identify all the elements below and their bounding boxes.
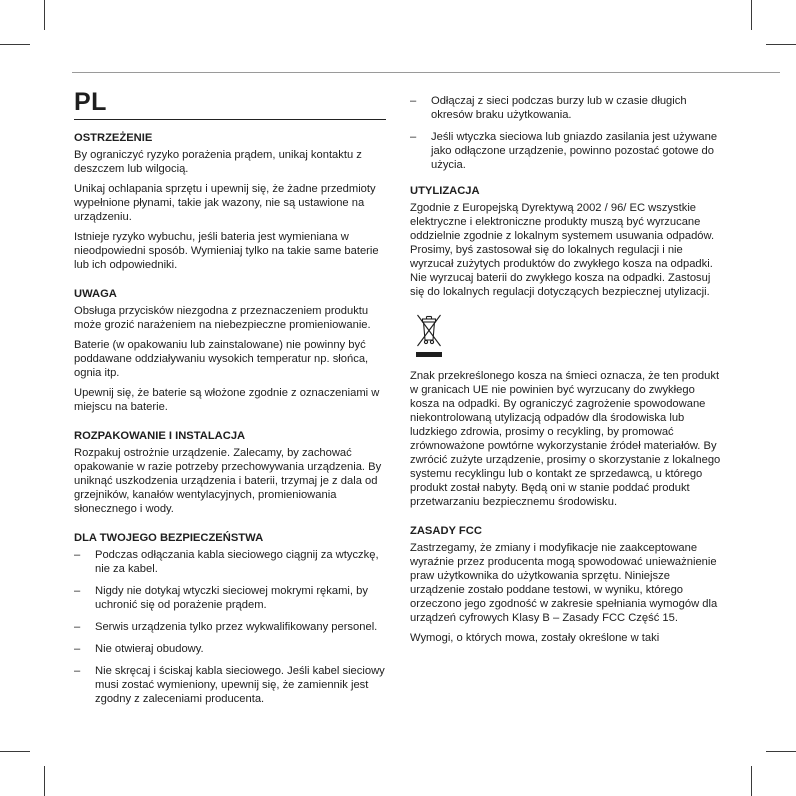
crossed-out-bin-icon (416, 313, 442, 359)
list-item-text: Serwis urządzenia tylko przez wykwalifikowany personel. (95, 621, 378, 633)
list-item-text: Nigdy nie dotykaj wtyczki sieciowej mokrymi rękami, by uchronić się od porażenie prądem. (95, 585, 368, 611)
list-item (74, 642, 386, 656)
crop-mark (751, 0, 752, 30)
language-rule (74, 119, 386, 120)
unpacking-section (74, 429, 386, 516)
warning-paragraph: Istnieje ryzyko wybuchu, jeśli bateria jest wymieniana w nieodpowiedni sposób. Wymieniaj tylko na takie same baterie lub ich odpowiedniki. (74, 231, 379, 271)
fcc-heading: ZASADY FCC (410, 525, 482, 537)
list-item (74, 584, 386, 612)
crop-mark (751, 766, 752, 796)
safety-heading: DLA TWOJEGO BEZPIECZEŃSTWA (74, 532, 264, 544)
disposal-paragraph: Zgodnie z Europejską Dyrektywą 2002 / 96/ EC wszystkie elektryczne i elektroniczne produkty muszą być wyrzucane oddzielnie zgodnie z lokalnym systemem usuwania odpadów. Prosimy, byś zastosował się do lokalnych regulacji i nie wyrzucał zużytych produktów do zwykłego kosza na odpadki. Nie wyrzucaj baterii do zwykłego kosza na odpadki. Zastosuj się do lokalnych regulacji dotyczących bezpiecznej utylizacji. (410, 202, 715, 298)
fcc-paragraph: Zastrzegamy, że zmiany i modyfikacje nie zaakceptowane wyraźnie przez producenta mogą spowodować unieważnienie praw użytkownika do użytkowania sprzętu. Niniejsze urządzenie zostało poddane testowi, w wyniku, którego orzeczono jego zgodność w zakresie spełniania wymogów dla urządzeń cyfrowych Klasy B – Zasady FCC Część 15. (410, 542, 718, 624)
list-dash: – (410, 95, 417, 107)
warning-heading: OSTRZEŻENIE (74, 132, 153, 144)
crop-mark (0, 751, 30, 752)
caution-paragraph: Baterie (w opakowaniu lub zainstalowane) nie powinny być poddawane oddziaływaniu wysokich temperatur np. słońca, ognia itp. (74, 339, 369, 379)
safety-continued-section (410, 94, 722, 172)
safety-section (74, 531, 386, 706)
list-item-text: Nie skręcaj i ściskaj kabla sieciowego. Jeśli kabel sieciowy musi zostać wymieniony, upewnij się, że zamiennik jest zgodny z zaleceniami producenta. (95, 665, 385, 705)
list-item (74, 548, 386, 576)
disposal-symbol-paragraph: Znak przekreślonego kosza na śmieci oznacza, że ten produkt w granicach UE nie powinien być wyrzucany do zwykłego kosza na odpadki. By ograniczyć zagrożenie spowodowane niekontrolowaną utylizacją odpadów dla środowiska lub ludzkiego zdrowia, prosimy o recykling, by promować zrównoważone powtórne wykorzystanie źródeł materiałów. By zwrócić zużyte urządzenie, prosimy o skorzystanie z lokalnego systemu recyklingu lub o kontakt ze sprzedawcą, u którego produkt został nabyty. Będą oni w stanie poddać produkt przetwarzaniu bezpiecznemu środowisku. (410, 370, 721, 508)
crop-mark (766, 44, 796, 45)
unpacking-heading: ROZPAKOWANIE I INSTALACJA (74, 430, 246, 442)
safety-continued-list (410, 94, 722, 172)
crop-mark (44, 0, 45, 30)
fcc-section (410, 524, 722, 645)
list-item-text: Jeśli wtyczka sieciowa lub gniazdo zasilania jest używane jako odłączone urządzenie, powinno pozostać gotowe do użycia. (431, 131, 718, 171)
top-rule (72, 72, 780, 73)
unpacking-paragraph: Rozpakuj ostrożnie urządzenie. Zalecamy, by zachować opakowanie w razie potrzeby przechowywania urządzenia. By uniknąć uszkodzenia urządzenia i baterii, trzymaj je z dala od grzejników, kanałów wentylacyjnych, promieniowania słonecznego i wody. (74, 447, 382, 515)
caution-section (74, 287, 386, 414)
list-dash: – (74, 585, 81, 597)
language-code: PL (74, 88, 107, 116)
list-dash: – (74, 643, 81, 655)
warning-paragraph: Unikaj ochlapania sprzętu i upewnij się, że żadne przedmioty wypełnione płynami, takie jak wazony, nie są ustawione na urządzeniu. (74, 183, 376, 223)
crop-mark (44, 766, 45, 796)
list-dash: – (410, 131, 417, 143)
list-item (74, 664, 386, 706)
list-dash: – (74, 549, 81, 561)
list-item (410, 94, 722, 122)
fcc-paragraph: Wymogi, o których mowa, zostały określone w taki (410, 632, 660, 644)
list-dash: – (74, 665, 81, 677)
right-column (410, 94, 722, 651)
list-item-text: Nie otwieraj obudowy. (95, 643, 204, 655)
list-item (74, 620, 386, 634)
caution-paragraph: Upewnij się, że baterie są włożone zgodnie z oznaczeniami w miejscu na baterie. (74, 387, 380, 413)
warning-paragraph: By ograniczyć ryzyko porażenia prądem, unikaj kontaktu z deszczem lub wilgocią. (74, 149, 362, 175)
list-dash: – (74, 621, 81, 633)
safety-list (74, 548, 386, 706)
crop-mark (766, 751, 796, 752)
list-item (410, 130, 722, 172)
left-column (74, 80, 386, 714)
disposal-heading: UTYLIZACJA (410, 185, 480, 197)
warning-section (74, 131, 386, 272)
list-item-text: Podczas odłączania kabla sieciowego ciągnij za wtyczkę, nie za kabel. (95, 549, 379, 575)
crop-mark (0, 44, 30, 45)
list-item-text: Odłączaj z sieci podczas burzy lub w czasie długich okresów braku użytkowania. (431, 95, 687, 121)
disposal-section (410, 184, 722, 509)
caution-heading: UWAGA (74, 288, 117, 300)
caution-paragraph: Obsługa przycisków niezgodna z przeznaczeniem produktu może grozić narażeniem na niebezpieczne promieniowanie. (74, 305, 371, 331)
